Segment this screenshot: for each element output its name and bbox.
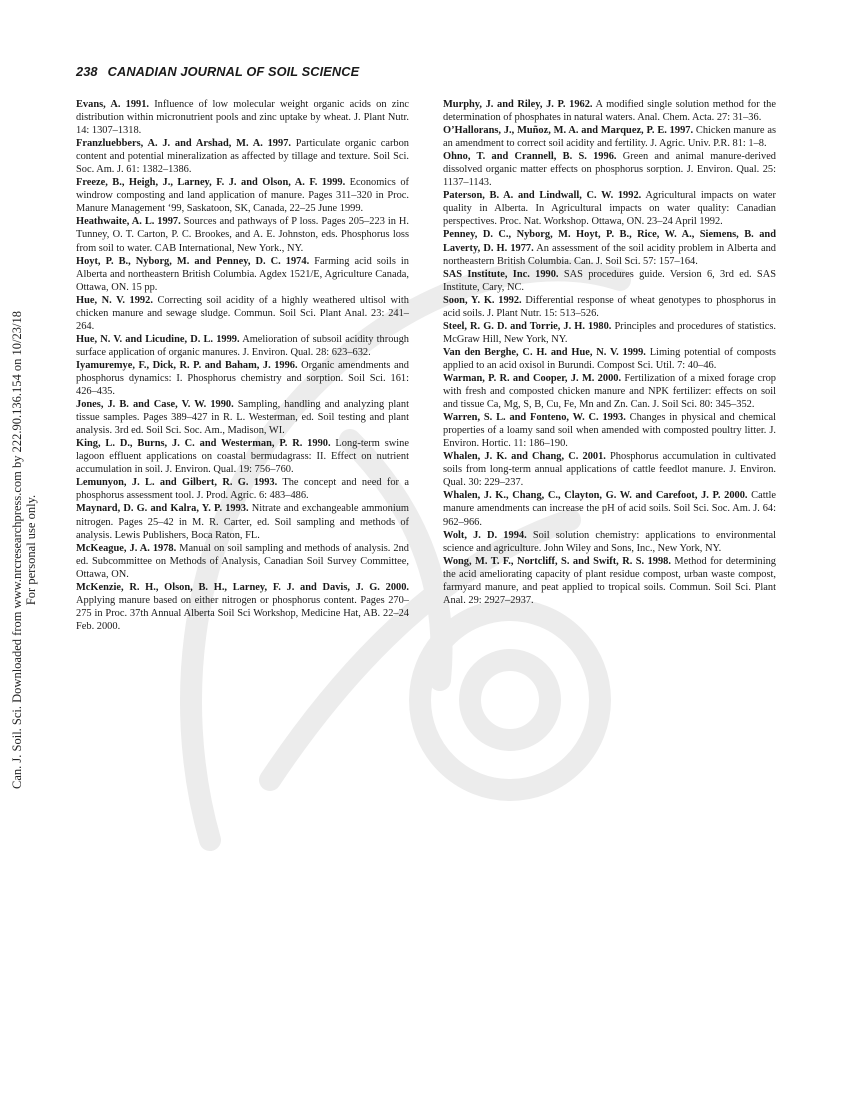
reference-authors: King, L. D., Burns, J. C. and Westerman, P. R. 1990. — [76, 438, 331, 450]
reference-authors: Wong, M. T. F., Nortcliff, S. and Swift, R. S. 1998. — [443, 555, 671, 567]
reference-citation: Amelioration of subsoil acidity through surface application of organic manures. J. Environ. Qual. 28: 623–632. — [76, 333, 409, 358]
reference-citation: Long-term swine lagoon effluent applications on coastal bermudagrass: II. Effect on nutrient accumulation in soil. J. Environ. Qual. 19: 756–760. — [76, 438, 409, 476]
reference-entry — [76, 398, 409, 437]
reference-entry — [443, 98, 776, 124]
reference-authors: Iyamuremye, F., Dick, R. P. and Baham, J. 1996. — [76, 359, 298, 371]
reference-citation: Principles and procedures of statistics. McGraw Hill, New York, NY. — [443, 320, 776, 345]
reference-authors: Hue, N. V. and Licudine, D. L. 1999. — [76, 333, 240, 345]
reference-entry — [443, 529, 776, 555]
reference-entry — [443, 411, 776, 450]
reference-authors: Franzluebbers, A. J. and Arshad, M. A. 1997. — [76, 138, 291, 150]
reference-authors: McKeague, J. A. 1978. — [76, 542, 177, 554]
reference-entry — [76, 581, 409, 633]
reference-authors: SAS Institute, Inc. 1990. — [443, 268, 559, 280]
reference-authors: Jones, J. B. and Case, V. W. 1990. — [76, 399, 234, 411]
reference-citation: Method for determining the acid ameliorating capacity of plant residue compost, urban waste compost, farmyard manure, and peat applied to tropical soils. Commun. Soil Sci. Plant Anal. 29: 2927–2937. — [443, 555, 776, 606]
reference-entry — [76, 215, 409, 254]
reference-authors: Ohno, T. and Crannell, B. S. 1996. — [443, 151, 617, 163]
reference-authors: Soon, Y. K. 1992. — [443, 294, 522, 306]
page-number: 238 — [76, 64, 98, 79]
reference-authors: Murphy, J. and Riley, J. P. 1962. — [443, 99, 593, 110]
reference-entry — [443, 489, 776, 528]
reference-citation: Liming potential of composts applied to an acid oxisol in Burundi. Compost Sci. Util. 7: 40–46. — [443, 346, 776, 371]
reference-authors: Paterson, B. A. and Lindwall, C. W. 1992. — [443, 190, 642, 202]
reference-entry — [76, 98, 409, 137]
reference-authors: Hoyt, P. B., Nyborg, M. and Penney, D. C. 1974. — [76, 255, 310, 267]
reference-citation: Cattle manure amendments can increase the pH of acid soils. Soil Sci. Soc. Am. J. 64: 962–966. — [443, 490, 776, 528]
reference-entry — [76, 137, 409, 176]
reference-citation: Soil solution chemistry: applications to environmental science and agriculture. John Wiley and Sons, Inc., New York, NY. — [443, 529, 776, 554]
reference-entry — [443, 294, 776, 320]
reference-entry — [76, 502, 409, 541]
reference-entry — [443, 124, 776, 150]
personal-use-notice: For personal use only. — [24, 494, 38, 606]
reference-entry — [76, 359, 409, 398]
reference-entry — [76, 176, 409, 215]
reference-citation: Sources and pathways of P loss. Pages 205–223 in H. Tunney, O. T. Carton, P. C. Brookes, and A. E. Johnston, eds. Phosphorus loss from soil to water. CAB International, New York., NY. — [76, 216, 409, 254]
reference-entry — [443, 320, 776, 346]
download-notice — [4, 300, 44, 800]
reference-citation: Farming acid soils in Alberta and northeastern British Columbia. Agdex 1521/E, Agriculture Canada, Ottawa, ON. 15 pp. — [76, 255, 409, 293]
reference-authors: Whalen, J. K., Chang, C., Clayton, G. W. and Carefoot, J. P. 2000. — [443, 490, 748, 502]
reference-citation: Nitrate and exchangeable ammonium nitrogen. Pages 25–42 in M. R. Carter, ed. Soil sampling and methods of analysis. Lewis Publishers, Boca Raton, FL. — [76, 503, 410, 541]
reference-entry — [443, 555, 776, 607]
reference-citation: Fertilization of a mixed forage crop with fresh and composted chicken manure and NPK fertilizer: effects on soil and tissue Ca, Mg, S, B, Cu, Fe, Mn and Zn. Can. J. Soil Sci. 80: 345–352. — [443, 372, 777, 411]
reference-authors: Whalen, J. K. and Chang, C. 2001. — [443, 451, 606, 463]
reference-authors: Penney, D. C., Nyborg, M. Hoyt, P. B., Rice, W. A., Siemens, B. and Laverty, D. H. 1977. — [443, 229, 776, 254]
reference-entry — [76, 437, 409, 476]
running-header — [76, 64, 359, 79]
reference-entry — [76, 476, 409, 502]
reference-citation: Agricultural impacts on water quality in Alberta. In Agricultural impacts on water quality: Canadian perspectives. Proc. Nat. Workshop. Ottawa, ON. 23–24 April 1992. — [443, 190, 776, 228]
reference-entry — [443, 372, 776, 411]
reference-citation: Influence of low molecular weight organic acids on zinc distribution within micronutrient pools and zinc uptake by wheat. J. Plant Nutr. 14: 1307–1318. — [76, 99, 410, 137]
reference-citation: Changes in physical and chemical properties of a loamy sand soil when amended with composted poultry litter. J. Environ. Hortic. 11: 186–190. — [443, 412, 776, 450]
reference-citation: The concept and need for a phosphorus assessment tool. J. Prod. Agric. 6: 483–486. — [76, 477, 409, 502]
reference-authors: Maynard, D. G. and Kalra, Y. P. 1993. — [76, 503, 249, 515]
reference-entry — [443, 268, 776, 294]
reference-authors: Wolt, J. D. 1994. — [443, 529, 527, 541]
reference-authors: Lemunyon, J. L. and Gilbert, R. G. 1993. — [76, 477, 278, 489]
reference-citation: Manual on soil sampling and methods of analysis. 2nd ed. Subcommittee on Methods of Analysis, Canadian Soil Survey Committee, Ottawa, ON. — [76, 542, 409, 580]
reference-citation: Sampling, handling and analyzing plant tissue samples. Pages 389–427 in R. L. Westerman, ed. Soil testing and plant analysis. 3rd ed. Soil Sci. Soc. Am., Madison, WI. — [76, 399, 409, 437]
reference-citation: An assessment of the soil acidity problem in Alberta and northeastern British Columbia. Can. J. Soil Sci. 57: 157–164. — [443, 242, 776, 267]
reference-authors: Evans, A. 1991. — [76, 99, 150, 110]
reference-entry — [76, 294, 409, 333]
reference-citation: Organic amendments and phosphorus dynamics: I. Phosphorus chemistry and sorption. Soil Sci. 161: 426–435. — [76, 359, 409, 398]
reference-citation: Particulate organic carbon content and potential mineralization as affected by tillage and texture. Soil Sci. Soc. Am. J. 61: 1382–1386. — [76, 138, 409, 176]
reference-citation: Applying manure based on either nitrogen or phosphorus content. Pages 270–275 in Proc. 37th Annual Alberta Soil Sci Workshop, Medicine Hat, AB. 22–24 Feb. 2000. — [76, 594, 409, 632]
reference-citation: Chicken manure as an amendment to correct soil acidity and fertility. J. Agric. Univ. P.R. 81: 1–8. — [443, 125, 776, 150]
journal-title: CANADIAN JOURNAL OF SOIL SCIENCE — [107, 64, 360, 79]
references-column-left — [76, 98, 409, 633]
reference-authors: Hue, N. V. 1992. — [76, 294, 153, 306]
reference-entry — [443, 228, 776, 267]
reference-citation: Economics of windrow composting and land application of manure. Pages 311–320 in Proc. Manure Management ‘99, Saskatoon, SK, Canada, 22–25 June 1999. — [76, 177, 409, 215]
references-column-right — [443, 98, 776, 607]
reference-entry — [76, 255, 409, 294]
reference-entry — [76, 333, 409, 359]
reference-entry — [443, 150, 776, 189]
reference-entry — [443, 346, 776, 372]
reference-authors: Warman, P. R. and Cooper, J. M. 2000. — [443, 372, 622, 384]
reference-entry — [443, 189, 776, 228]
reference-authors: Warren, S. L. and Fonteno, W. C. 1993. — [443, 412, 626, 424]
reference-authors: Van den Berghe, C. H. and Hue, N. V. 1999. — [443, 346, 646, 358]
reference-citation: Phosphorus accumulation in cultivated soils from long-term annual applications of cattle feedlot manure. J. Environ. Qual. 30: 229–237. — [443, 451, 776, 489]
reference-citation: Differential response of wheat genotypes to phosphorus in acid soils. J. Plant Nutr. 15: 513–526. — [443, 294, 776, 319]
reference-authors: O’Hallorans, J., Muñoz, M. A. and Marquez, P. E. 1997. — [443, 125, 694, 137]
reference-citation: A modified single solution method for the determination of phosphates in natural waters. Anal. Chem. Acta. 27: 31–36. — [443, 99, 776, 124]
reference-authors: Freeze, B., Heigh, J., Larney, F. J. and Olson, A. F. 1999. — [76, 177, 346, 189]
reference-authors: Steel, R. G. D. and Torrie, J. H. 1980. — [443, 320, 612, 332]
reference-authors: Heathwaite, A. L. 1997. — [76, 216, 181, 228]
download-notice-line: Can. J. Soil. Sci. Downloaded from www.nrcresearchpress.com by 222.90.136.154 on 10/23/18 — [10, 311, 24, 789]
reference-citation: Green and animal manure-derived dissolved organic matter effects on phosphorus sorption. J. Environ. Qual. 25: 1137–1143. — [443, 151, 776, 189]
reference-citation: SAS procedures guide. Version 6, 3rd ed. SAS Institute, Cary, NC. — [443, 268, 776, 293]
reference-authors: McKenzie, R. H., Olson, B. H., Larney, F. J. and Davis, J. G. 2000. — [76, 581, 409, 593]
reference-entry — [443, 450, 776, 489]
reference-entry — [76, 542, 409, 581]
reference-citation: Correcting soil acidity of a highly weathered ultisol with chicken manure and sewage sludge. Commun. Soil Sci. Plant Anal. 23: 241–264. — [76, 294, 409, 332]
